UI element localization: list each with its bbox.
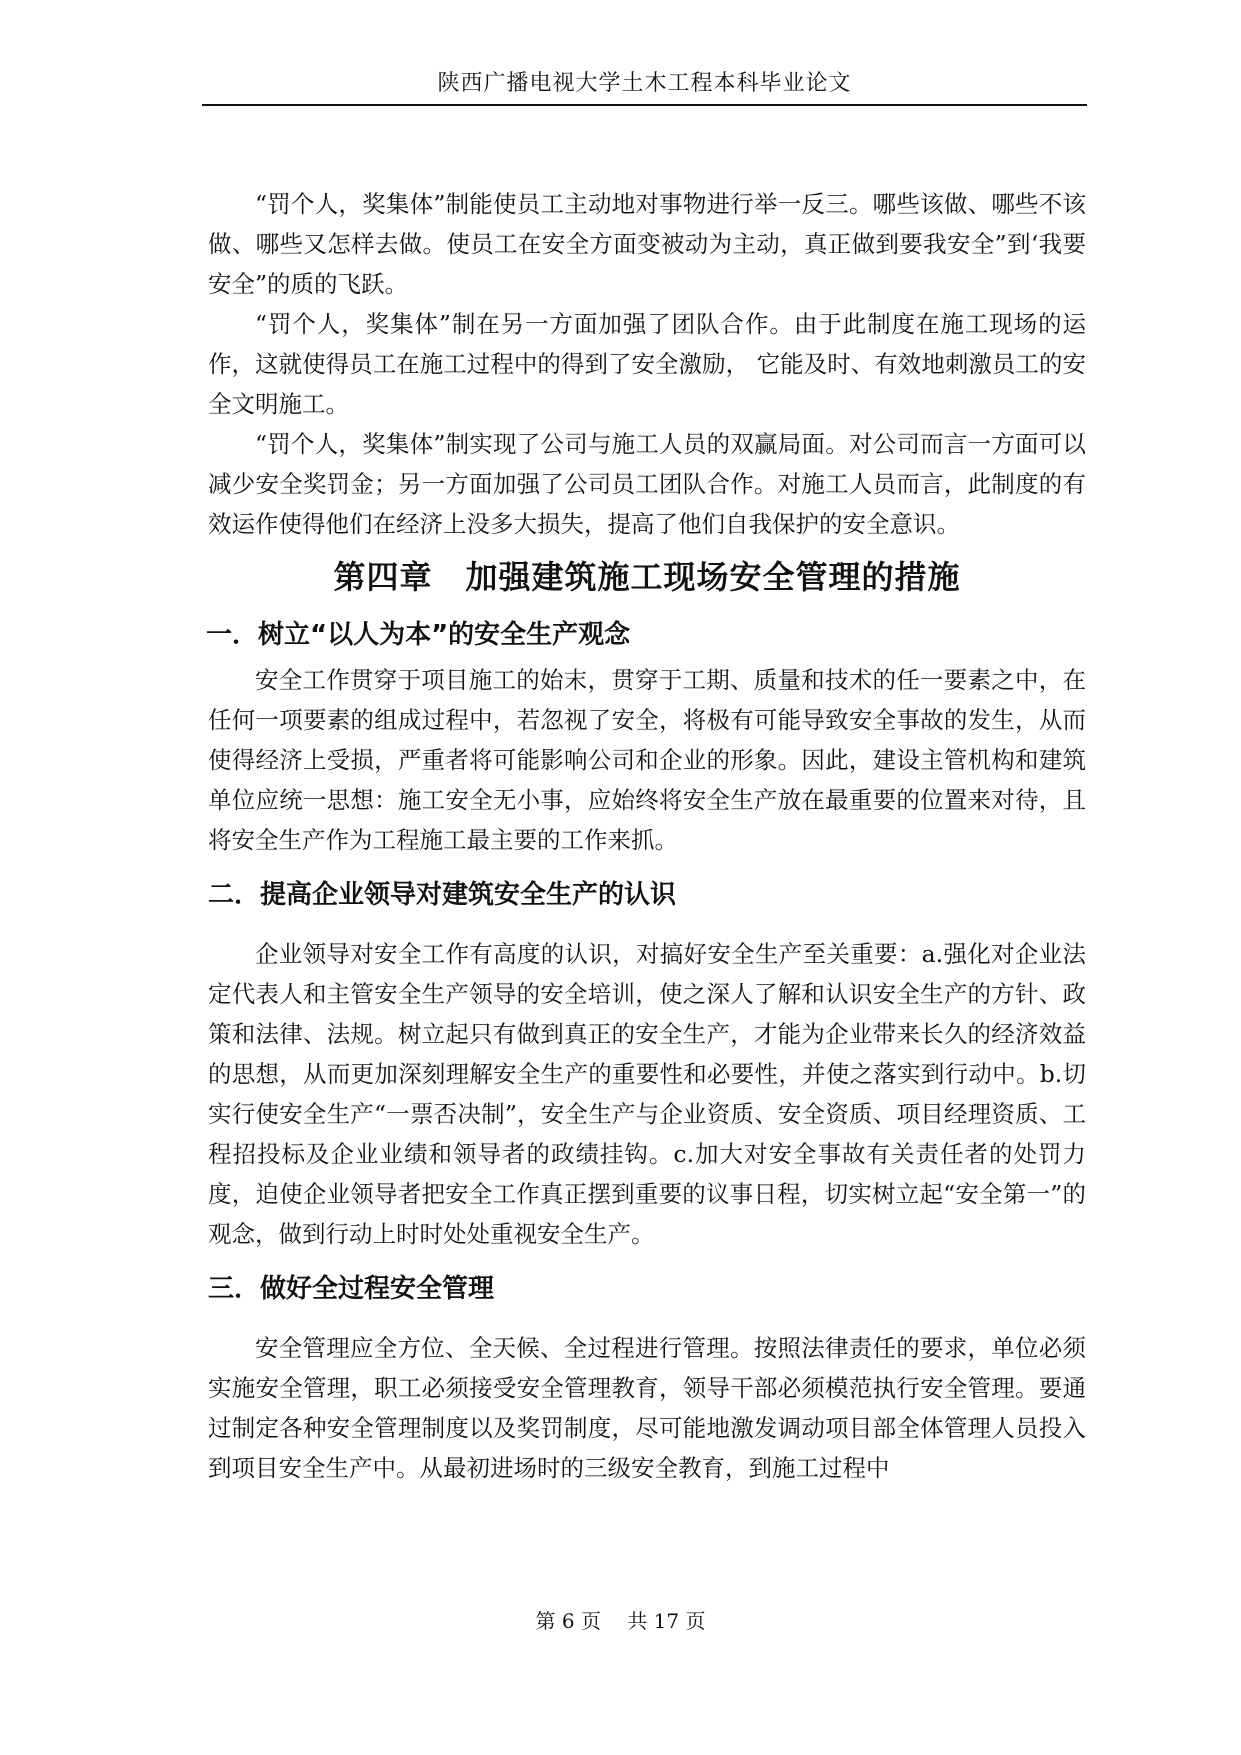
chapter-title: 第四章 加强建筑施工现场安全管理的措施 — [333, 558, 961, 596]
section-2-text: 企业领导对安全工作有高度的认识，对搞好安全生产至关重要：a.强化对企业法定代表人和主管安全生产领导的安全培训，使之深人了解和认识安全生产的方针、政策和法律、法规。树立起只有做到真正的安全生产，才能为企业带来长久的经济效益的思想，从而更加深刻理解安全生产的重要性和必要性，并使之落实到行动中。b.切实行使安全生产“一票否决制”，安全生产与企业资质、安全资质、项目经理资质、工程招投标及企业业绩和领导者的政绩挂钩。c.加大对安全事故有关责任者的处罚力度，迫使企业领导者把安全工作真正摆到重要的议事日程，切实树立起“安全第一”的观念，做到行动上时时处处重视安全生产。 — [208, 940, 1086, 1248]
paragraph: “罚个人，奖集体”制能使员工主动地对事物进行举一反三。哪些该做、哪些不该做、哪些又怎样去做。使员工在安全方面变被动为主动，真正做到要我安全”到‘我要安全”的质的飞跃。 — [208, 190, 1086, 298]
paragraph: “罚个人，奖集体”制在另一方面加强了团队合作。由于此制度在施工现场的运作，这就使得员工在施工过程中的得到了安全激励， 它能及时、有效地刺激员工的安全文明施工。 — [208, 310, 1086, 418]
section-heading-1: 一．树立“以人为本”的安全生产观念 — [206, 620, 631, 650]
document-body — [208, 184, 1086, 1488]
header-rule — [202, 104, 1087, 106]
page-number: 第 6 页 共 17 页 — [535, 1609, 706, 1633]
paragraph: “罚个人，奖集体”制实现了公司与施工人员的双赢局面。对公司而言一方面可以减少安全奖罚金；另一方面加强了公司员工团队合作。对施工人员而言，此制度的有效运作使得他们在经济上没多大损失，提高了他们自我保护的安全意识。 — [208, 430, 1086, 538]
page-header: 陕西广播电视大学土木工程本科毕业论文 — [437, 71, 852, 96]
section-heading-2: 二．提高企业领导对建筑安全生产的认识 — [208, 880, 677, 910]
section-1-text: 安全工作贯穿于项目施工的始末，贯穿于工期、质量和技术的任一要素之中，在任何一项要素的组成过程中，若忽视了安全，将极有可能导致安全事故的发生，从而使得经济上受损，严重者将可能影响公司和企业的形象。因此，建设主管机构和建筑单位应统一思想：施工安全无小事，应始终将安全生产放在最重要的位置来对待，且将安全生产作为工程施工最主要的工作来抓。 — [208, 666, 1086, 854]
section-heading-3: 三．做好全过程安全管理 — [208, 1274, 495, 1304]
section-3-text: 安全管理应全方位、全天候、全过程进行管理。按照法律责任的要求，单位必须实施安全管理，职工必须接受安全管理教育，领导干部必须模范执行安全管理。要通过制定各种安全管理制度以及奖罚制度，尽可能地激发调动项目部全体管理人员投入到项目安全生产中。从最初进场时的三级安全教育，到施工过程中 — [208, 1334, 1086, 1482]
